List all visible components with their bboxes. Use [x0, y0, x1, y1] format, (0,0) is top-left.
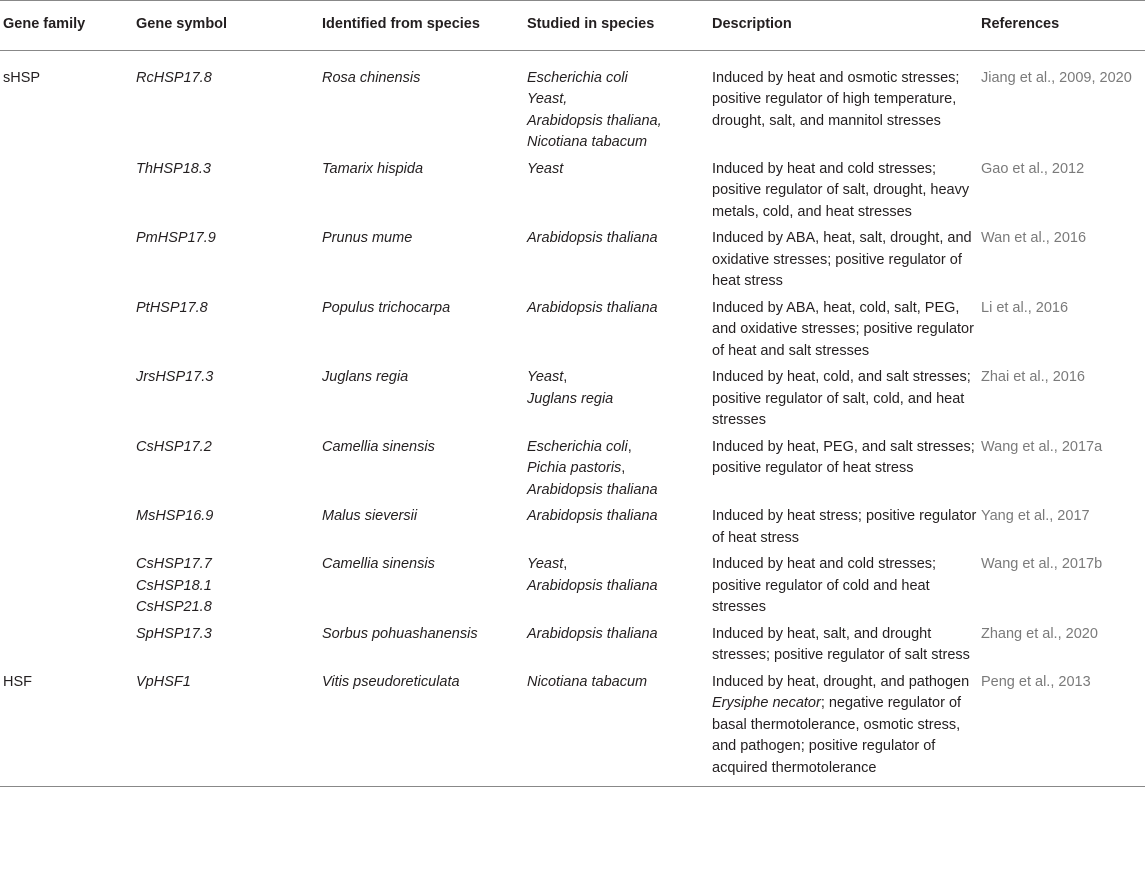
cell-identified-from [322, 154, 527, 224]
cell-reference [981, 154, 1145, 224]
cell-studied-in [527, 619, 712, 667]
table-row [0, 549, 1145, 619]
cell-gene-symbol [136, 50, 322, 154]
identified-species-text: Prunus mume [322, 230, 413, 246]
description-text: Induced by ABA, heat, salt, drought, and oxidative stresses; positive regulator of heat stress [712, 230, 972, 289]
reference-text: Wang et al., 2017b [981, 556, 1103, 572]
studied-species-name: Escherichia coli [527, 69, 628, 86]
studied-species-line [527, 228, 708, 250]
description-text: Induced by heat stress; positive regulator of heat stress [712, 508, 977, 546]
identified-species-text: Populus trichocarpa [322, 299, 451, 316]
cell-gene-symbol [136, 432, 322, 502]
cell-gene-symbol [136, 223, 322, 293]
studied-species-punct: , [563, 556, 568, 572]
cell-studied-in [527, 549, 712, 619]
studied-species-punct: , [627, 438, 632, 455]
cell-description [712, 667, 981, 787]
cell-reference [981, 223, 1145, 293]
identified-species-text: Camellia sinensis [322, 438, 435, 455]
studied-species-name: Arabidopsis thaliana [527, 577, 658, 594]
cell-description [712, 549, 981, 619]
header-identified-from: Identified from species [322, 16, 480, 32]
reference-text: Wang et al., 2017a [981, 438, 1103, 455]
cell-identified-from [322, 432, 527, 502]
cell-studied-in [527, 501, 712, 549]
studied-species-name: Yeast [527, 160, 564, 177]
cell-description [712, 501, 981, 549]
studied-species-name: Arabidopsis thaliana [527, 481, 658, 498]
studied-species-line [527, 367, 708, 389]
cell-studied-in [527, 432, 712, 502]
cell-reference [981, 501, 1145, 549]
description-text: Induced by heat and cold stresses; positive regulator of cold and heat stresses [712, 556, 937, 615]
table-row [0, 154, 1145, 224]
studied-species-line [527, 298, 708, 320]
gene-symbol-text: VpHSF1 [136, 673, 191, 690]
studied-species-line [527, 68, 708, 90]
cell-gene-family [0, 154, 136, 224]
cell-identified-from [322, 362, 527, 432]
cell-reference [981, 619, 1145, 667]
table-row [0, 50, 1145, 154]
cell-description [712, 362, 981, 432]
description-text: Induced by heat, PEG, and salt stresses; positive regulator of heat stress [712, 438, 975, 476]
header-gene-family: Gene family [3, 16, 86, 32]
reference-text: Yang et al., 2017 [981, 508, 1090, 524]
reference-text: Gao et al., 2012 [981, 160, 1085, 177]
identified-species-text: Camellia sinensis [322, 556, 435, 572]
cell-description [712, 50, 981, 154]
studied-species-name: Escherichia coli [527, 438, 628, 455]
table-row [0, 619, 1145, 667]
table-row [0, 501, 1145, 549]
header-description: Description [712, 16, 792, 32]
table-row [0, 432, 1145, 502]
description-text: Induced by ABA, heat, cold, salt, PEG, and oxidative stresses; positive regulator of heat and salt stresses [712, 299, 974, 359]
studied-species-line [527, 437, 708, 459]
reference-text: Jiang et al., 2009, 2020 [981, 69, 1132, 86]
cell-studied-in [527, 293, 712, 363]
cell-description [712, 223, 981, 293]
studied-species-name: Arabidopsis thaliana [527, 508, 658, 524]
cell-studied-in [527, 223, 712, 293]
cell-gene-family [0, 432, 136, 502]
studied-species-line [527, 458, 708, 480]
cell-gene-symbol [136, 293, 322, 363]
description-text: Induced by heat and osmotic stresses; positive regulator of high temperature, drought, salt, and mannitol stresses [712, 69, 960, 129]
cell-reference [981, 667, 1145, 787]
studied-species-name: Yeast [527, 556, 564, 572]
cell-gene-symbol [136, 549, 322, 619]
cell-gene-family [0, 501, 136, 549]
cell-gene-family [0, 667, 136, 787]
studied-species-name: Arabidopsis thaliana [527, 299, 658, 316]
header-references: References [981, 16, 1060, 32]
table-row [0, 223, 1145, 293]
studied-species-name: Arabidopsis thaliana [527, 230, 658, 246]
cell-identified-from [322, 293, 527, 363]
gene-symbol-text: CsHSP21.8 [136, 599, 212, 615]
cell-reference [981, 362, 1145, 432]
cell-reference [981, 549, 1145, 619]
cell-description [712, 293, 981, 363]
studied-species-name: Yeast [527, 369, 564, 385]
cell-identified-from [322, 667, 527, 787]
gene-symbol-text: JrsHSP17.3 [136, 369, 214, 385]
cell-reference [981, 50, 1145, 154]
description-text: Induced by heat, drought, and pathogen [712, 673, 970, 690]
cell-gene-family [0, 50, 136, 154]
header-studied-in: Studied in species [527, 16, 655, 32]
studied-species-punct: , [563, 369, 568, 385]
description-text: Induced by heat, salt, and drought stresses; positive regulator of salt stress [712, 625, 970, 663]
gene-symbol-text: SpHSP17.3 [136, 625, 212, 642]
table-header-row [0, 1, 1145, 51]
cell-gene-symbol [136, 501, 322, 549]
gene-symbol-text: ThHSP18.3 [136, 160, 211, 177]
cell-gene-family [0, 549, 136, 619]
gene-symbol-text: RcHSP17.8 [136, 69, 212, 86]
gene-symbol-text: MsHSP16.9 [136, 508, 214, 524]
identified-species-text: Tamarix hispida [322, 160, 424, 177]
studied-species-line [527, 554, 708, 576]
cell-studied-in [527, 362, 712, 432]
studied-species-name: Pichia pastoris [527, 460, 622, 476]
cell-identified-from [322, 223, 527, 293]
cell-gene-family [0, 223, 136, 293]
reference-text: Zhang et al., 2020 [981, 625, 1098, 642]
identified-species-text: Sorbus pohuashanensis [322, 625, 478, 642]
studied-species-name: Juglans regia [527, 390, 614, 407]
cell-gene-symbol [136, 154, 322, 224]
studied-species-line [527, 480, 708, 502]
cell-identified-from [322, 50, 527, 154]
cell-gene-symbol [136, 667, 322, 787]
cell-reference [981, 293, 1145, 363]
cell-gene-symbol [136, 619, 322, 667]
identified-species-text: Juglans regia [322, 369, 409, 385]
identified-species-text: Vitis pseudoreticulata [322, 673, 460, 690]
studied-species-line [527, 624, 708, 646]
cell-gene-symbol [136, 362, 322, 432]
studied-species-line [527, 672, 708, 694]
reference-text: Zhai et al., 2016 [981, 369, 1085, 385]
studied-species-line [527, 89, 708, 111]
gene-symbol-text: PmHSP17.9 [136, 230, 216, 246]
gene-symbol-text: CsHSP17.7 [136, 556, 212, 572]
identified-species-text: Rosa chinensis [322, 69, 421, 86]
cell-description [712, 154, 981, 224]
studied-species-line [527, 389, 708, 411]
studied-species-name: Arabidopsis thaliana [527, 625, 658, 642]
gene-symbol-text: CsHSP18.1 [136, 577, 212, 594]
cell-studied-in [527, 154, 712, 224]
studied-species-name: Yeast, [527, 91, 568, 107]
cell-identified-from [322, 501, 527, 549]
gene-family-text: HSF [3, 673, 32, 690]
header-gene-symbol: Gene symbol [136, 16, 228, 32]
studied-species-punct: , [621, 460, 626, 476]
cell-gene-family [0, 362, 136, 432]
gene-symbol-text: CsHSP17.2 [136, 438, 212, 455]
cell-studied-in [527, 50, 712, 154]
cell-reference [981, 432, 1145, 502]
studied-species-line [527, 506, 708, 528]
studied-species-line [527, 576, 708, 598]
table-row [0, 667, 1145, 787]
cell-gene-family [0, 293, 136, 363]
cell-gene-family [0, 619, 136, 667]
gene-symbol-text: PtHSP17.8 [136, 299, 208, 316]
description-text: Induced by heat, cold, and salt stresses; positive regulator of salt, cold, and heat stresses [712, 369, 971, 428]
studied-species-name: Arabidopsis thaliana, [527, 112, 662, 129]
description-text: Erysiphe necator [712, 695, 821, 711]
studied-species-name: Nicotiana tabacum [527, 134, 648, 150]
identified-species-text: Malus sieversii [322, 508, 418, 524]
reference-text: Peng et al., 2013 [981, 673, 1091, 690]
table-row [0, 362, 1145, 432]
studied-species-line [527, 132, 708, 154]
table-row [0, 293, 1145, 363]
studied-species-name: Nicotiana tabacum [527, 673, 648, 690]
description-text: Induced by heat and cold stresses; positive regulator of salt, drought, heavy metals, cold, and heat stresses [712, 160, 970, 220]
cell-identified-from [322, 619, 527, 667]
cell-description [712, 619, 981, 667]
cell-studied-in [527, 667, 712, 787]
reference-text: Li et al., 2016 [981, 299, 1069, 316]
description-text: ; negative regulator of basal thermotolerance, osmotic stress, and pathogen; positive regulator of acquired thermotolerance [712, 695, 962, 776]
cell-description [712, 432, 981, 502]
cell-identified-from [322, 549, 527, 619]
studied-species-line [527, 111, 708, 133]
gene-family-text: sHSP [3, 69, 41, 86]
reference-text: Wan et al., 2016 [981, 230, 1087, 246]
studied-species-line [527, 159, 708, 181]
